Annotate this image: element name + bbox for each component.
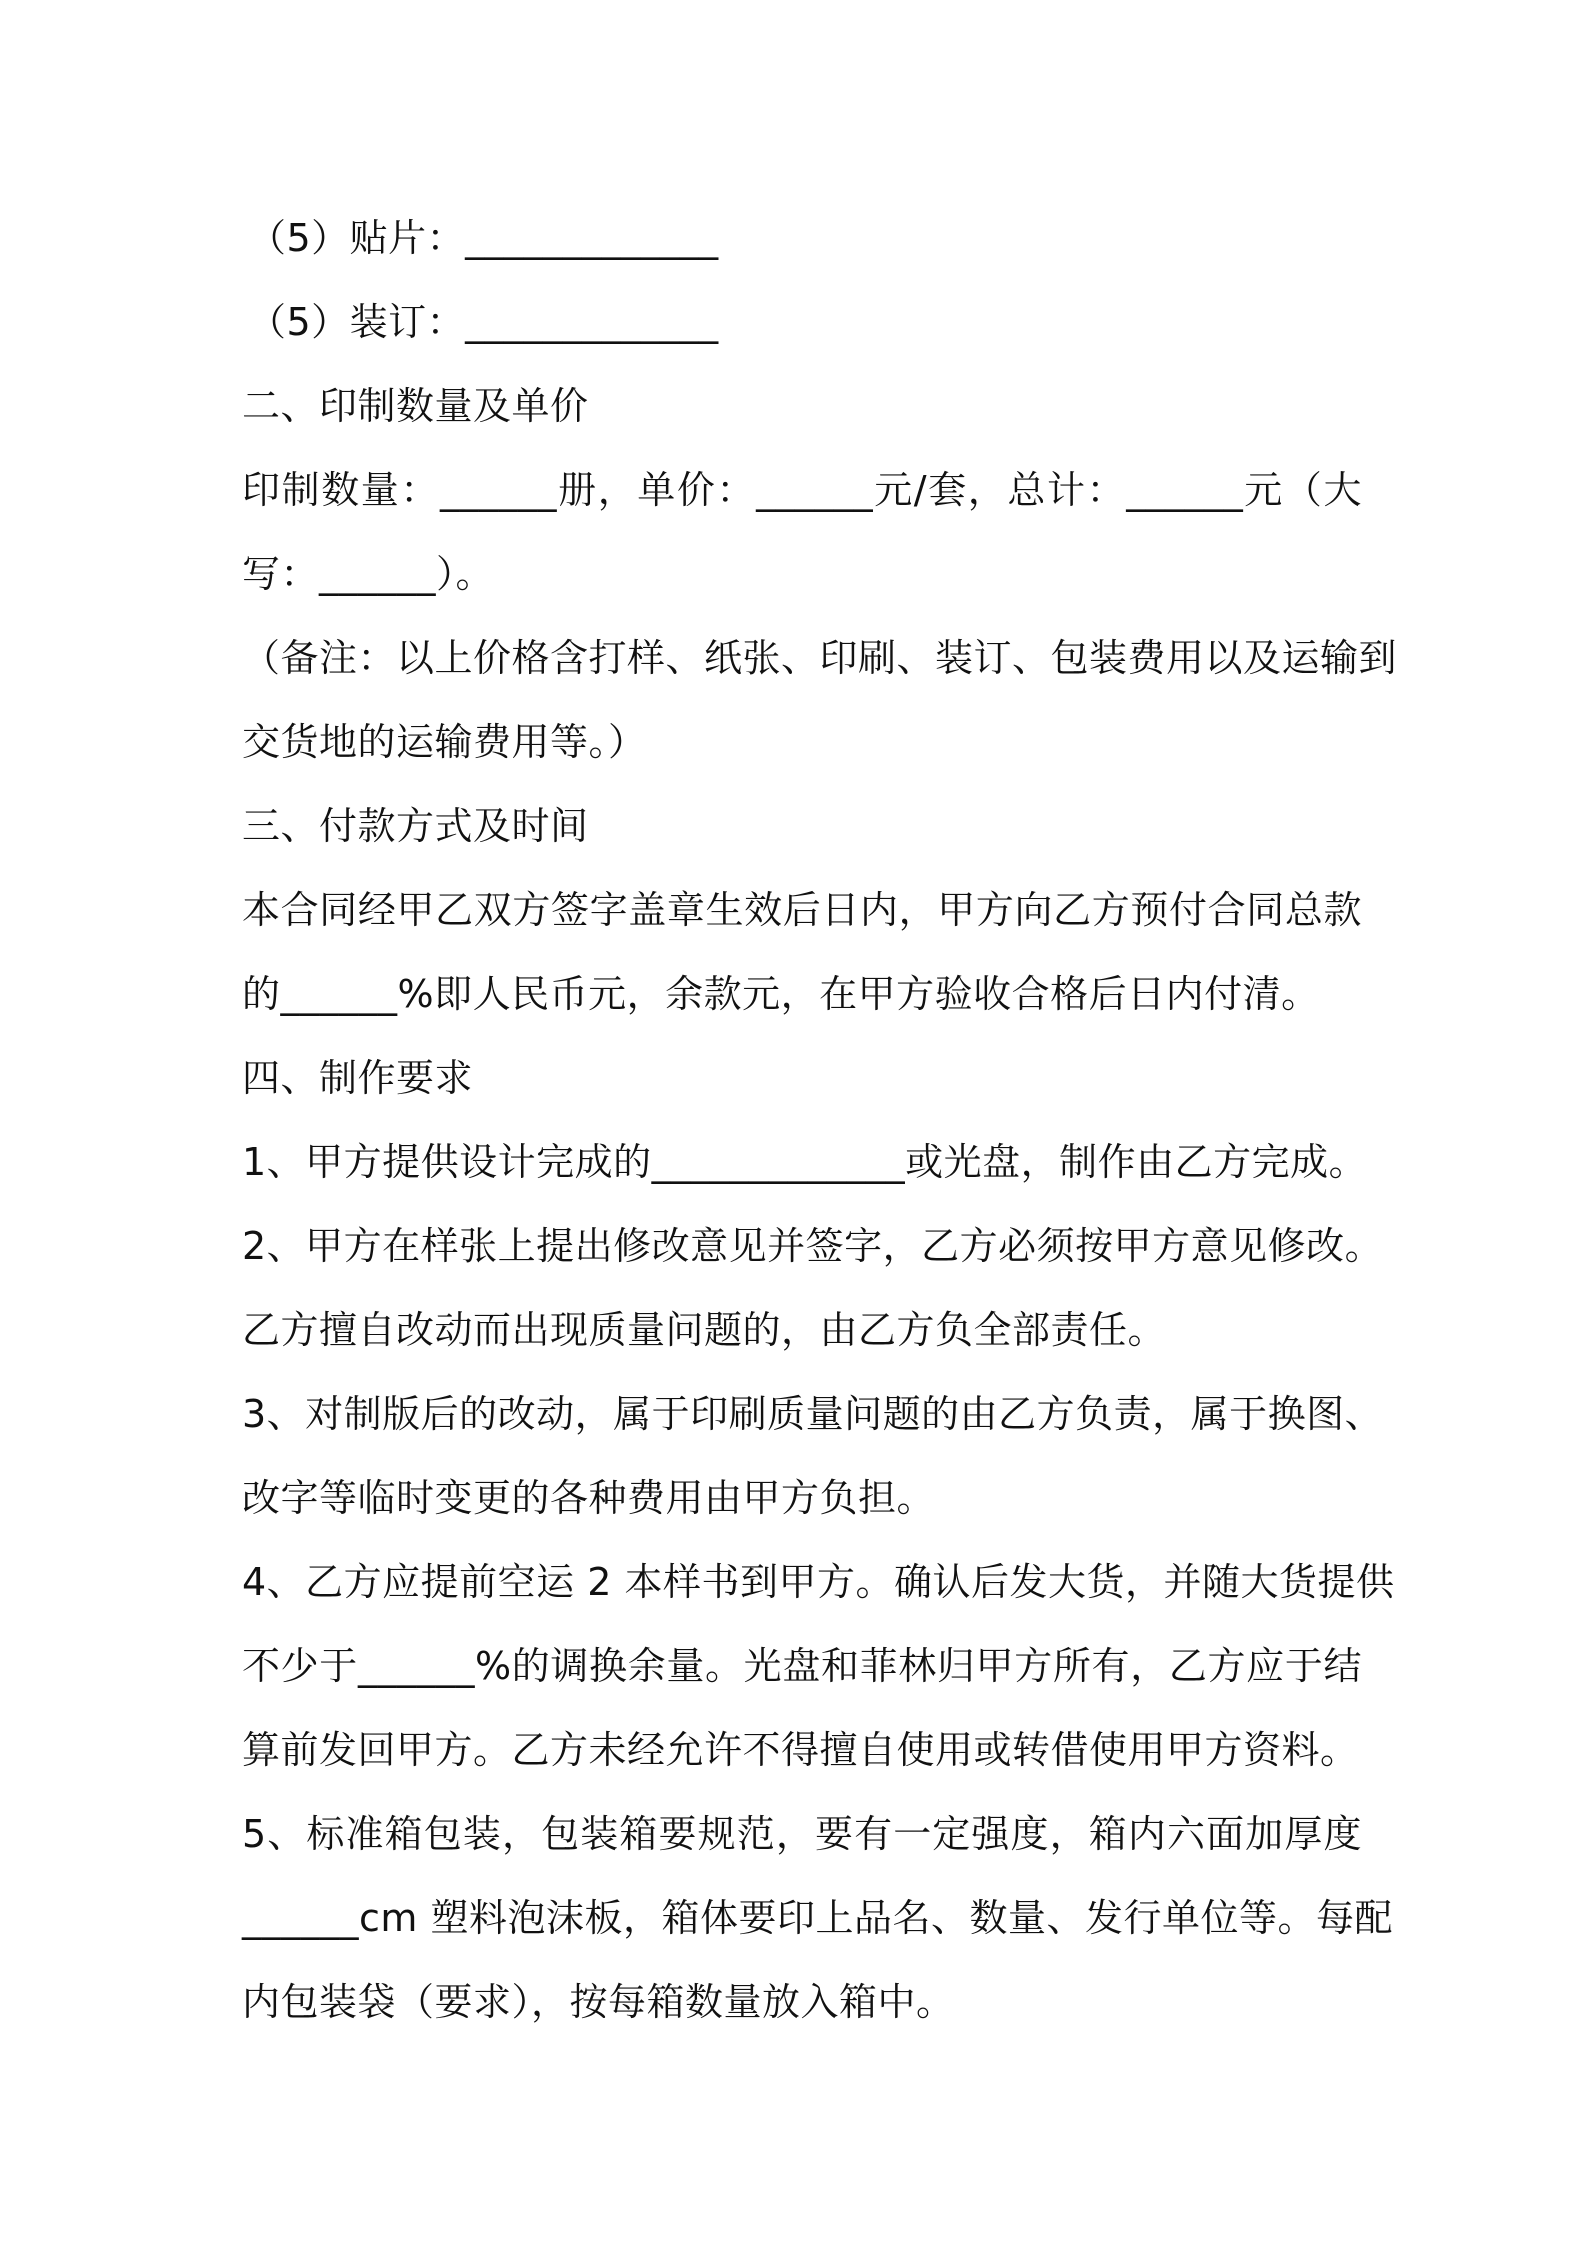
paragraph-line: 本合同经甲乙双方签字盖章生效后日内，甲方向乙方预付合同总款 [242,888,1362,932]
requirement-item-5: 5、标准箱包装，包装箱要规范，要有一定强度，箱内六面加厚度 [242,1812,1362,1856]
paragraph-line: 内包装袋（要求），按每箱数量放入箱中。 [242,1980,955,2024]
requirement-item-3: 3、对制版后的改动，属于印刷质量问题的由乙方负责，属于换图、 [242,1392,1384,1436]
paragraph-line: 改字等临时变更的各种费用由甲方负担。 [242,1476,936,1520]
requirement-item-1: 1、甲方提供设计完成的_____________或光盘，制作由乙方完成。 [242,1140,1368,1184]
paragraph-line: （备注：以上价格含打样、纸张、印刷、装订、包装费用以及运输到 [242,636,1398,680]
section-heading-3: 三、付款方式及时间 [242,804,589,848]
section-heading-2: 二、印制数量及单价 [242,384,589,428]
requirement-item-4: 4、乙方应提前空运 2 本样书到甲方。确认后发大货，并随大货提供 [242,1560,1395,1604]
item-label-tiepian: （5）贴片：_____________ [248,216,719,260]
paragraph-line: 的______%即人民币元，余款元，在甲方验收合格后日内付清。 [242,972,1320,1016]
item-label-zhuangding: （5）装订：_____________ [248,300,719,344]
paragraph-line: 算前发回甲方。乙方未经允许不得擅自使用或转借使用甲方资料。 [242,1728,1359,1772]
paragraph-line: 写：______）。 [242,552,495,596]
section-heading-4: 四、制作要求 [242,1056,474,1100]
paragraph-line: 交货地的运输费用等。） [242,720,647,764]
paragraph-line: ______cm 塑料泡沫板，箱体要印上品名、数量、发行单位等。每配 [242,1896,1393,1940]
requirement-item-2: 2、甲方在样张上提出修改意见并签字，乙方必须按甲方意见修改。 [242,1224,1384,1268]
paragraph-line: 不少于______%的调换余量。光盘和菲林归甲方所有，乙方应于结 [242,1644,1362,1688]
document-body [242,196,1398,2044]
paragraph-line: 乙方擅自改动而出现质量问题的，由乙方负全部责任。 [242,1308,1167,1352]
paragraph-line: 印制数量：______册，单价：______元/套，总计：______元（大 [242,468,1362,512]
